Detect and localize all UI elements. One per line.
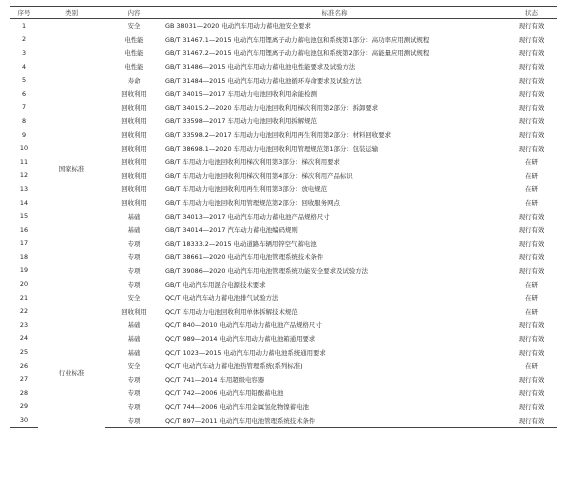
row-number: 13 <box>19 184 29 193</box>
row-content: 专项 <box>127 375 141 384</box>
header-content: 内容 <box>105 7 163 19</box>
row-standard-name: GB/T 39086—2020 电动汽车用电池管理系统功能安全要求及试验方法 <box>165 266 369 275</box>
row-content: 回收利用 <box>121 90 147 99</box>
header-category: 类别 <box>38 7 105 19</box>
row-standard-name: QC/T 电动汽车动力蓄电池排气试验方法 <box>165 294 279 303</box>
standards-table-wrapper <box>10 6 557 428</box>
category-industry: 行业标准 <box>58 369 85 378</box>
row-status: 现行有效 <box>518 144 545 153</box>
row-standard-name: GB 38031—2020 电动汽车用动力蓄电池安全要求 <box>165 22 311 31</box>
row-status: 现行有效 <box>518 375 545 384</box>
row-number: 12 <box>19 171 29 180</box>
row-content: 回收利用 <box>121 117 147 126</box>
row-standard-name: QC/T 车用动力电池回收利用单体拆解技术规范 <box>165 307 298 316</box>
row-standard-name: GB/T 31486—2015 电动汽车用动力蓄电池电性能要求及试验方法 <box>165 63 356 72</box>
row-number: 3 <box>21 48 27 57</box>
row-standard-name: QC/T 897—2011 电动汽车用电池管理系统技术条件 <box>163 413 506 427</box>
row-number: 11 <box>19 157 29 166</box>
row-status: 现行有效 <box>518 402 545 411</box>
row-standard-name: GB/T 31467.2—2015 电动汽车用锂离子动力蓄电池包和系统第2部分：高能量应用测试规程 <box>165 49 430 58</box>
row-number: 9 <box>21 130 27 139</box>
row-content: 电性能 <box>124 35 144 44</box>
row-number: 14 <box>19 198 29 207</box>
row-standard-name: GB/T 33598—2017 车用动力电池回收利用拆解规范 <box>165 117 317 126</box>
row-number: 29 <box>19 402 29 411</box>
row-number: 6 <box>21 89 27 98</box>
row-standard-name: GB/T 31467.1—2015 电动汽车用锂离子动力蓄电池包和系统第1部分：高功率应用测试规程 <box>165 35 430 44</box>
row-number: 19 <box>19 266 29 275</box>
row-number: 10 <box>19 144 29 153</box>
row-number: 4 <box>21 62 27 71</box>
row-status: 现行有效 <box>518 131 545 140</box>
row-number: 7 <box>21 103 27 112</box>
row-status: 现行有效 <box>518 253 545 262</box>
row-number: 22 <box>19 307 29 316</box>
row-status: 在研 <box>525 158 538 167</box>
row-status: 现行有效 <box>518 103 545 112</box>
row-number: 16 <box>19 225 29 234</box>
row-content: 基础 <box>127 321 141 330</box>
row-status: 现行有效 <box>518 226 545 235</box>
row-standard-name: GB/T 18333.2—2015 电动道路车辆用锌空气蓄电池 <box>165 239 317 248</box>
row-standard-name: GB/T 34015.2—2020 车用动力电池回收利用梯次利用第2部分：拆卸要求 <box>165 103 379 112</box>
row-status: 现行有效 <box>518 63 545 72</box>
row-content: 基础 <box>127 212 141 221</box>
row-status: 现行有效 <box>518 266 545 275</box>
row-number: 27 <box>19 375 29 384</box>
table-body <box>10 19 557 428</box>
table-header <box>10 7 557 19</box>
row-status: 现行有效 <box>518 212 545 221</box>
header-status: 状态 <box>506 7 557 19</box>
row-content: 专项 <box>127 389 141 398</box>
row-status: 现行有效 <box>518 321 545 330</box>
row-content: 回收利用 <box>121 307 147 316</box>
row-number: 1 <box>21 21 27 30</box>
row-number: 8 <box>21 116 27 125</box>
row-content: 电性能 <box>124 63 144 72</box>
row-standard-name: GB/T 31484—2015 电动汽车用动力蓄电池循环寿命要求及试验方法 <box>165 76 362 85</box>
row-standard-name: QC/T 电动汽车动力蓄电池热管理系统(系列标准) <box>165 362 303 371</box>
row-content: 安全 <box>127 362 141 371</box>
row-number: 20 <box>19 280 29 289</box>
row-content: 基础 <box>127 348 141 357</box>
row-status: 在研 <box>525 171 538 180</box>
row-number: 21 <box>19 293 29 302</box>
row-status: 在研 <box>525 199 538 208</box>
row-standard-name: GB/T 电动汽车用混合电源技术要求 <box>165 280 266 289</box>
row-status: 现行有效 <box>518 239 545 248</box>
row-status: 现行有效 <box>518 389 545 398</box>
row-content: 回收利用 <box>121 199 147 208</box>
table-row <box>10 318 557 332</box>
row-standard-name: GB/T 34014—2017 汽车动力蓄电池编码规则 <box>165 226 298 235</box>
row-content: 专项 <box>127 239 141 248</box>
row-number: 30 <box>10 413 38 427</box>
row-standard-name: QC/T 840—2010 电动汽车用动力蓄电池产品规格尺寸 <box>165 321 322 330</box>
row-content: 回收利用 <box>121 158 147 167</box>
row-status: 现行有效 <box>518 334 545 343</box>
row-content: 回收利用 <box>121 144 147 153</box>
row-number: 18 <box>19 252 29 261</box>
row-content: 电性能 <box>124 49 144 58</box>
row-content: 回收利用 <box>121 185 147 194</box>
row-standard-name: QC/T 1023—2015 电动汽车用动力蓄电池系统通用要求 <box>165 348 326 357</box>
row-standard-name: GB/T 车用动力电池回收利用梯次利用第4部分：梯次利用产品标识 <box>165 171 353 180</box>
row-content: 基础 <box>127 334 141 343</box>
row-number: 23 <box>19 320 29 329</box>
row-status: 现行有效 <box>518 117 545 126</box>
row-content: 安全 <box>127 294 141 303</box>
row-number: 17 <box>19 239 29 248</box>
row-content: 专项 <box>127 280 141 289</box>
row-number: 5 <box>21 76 27 85</box>
row-status: 在研 <box>525 185 538 194</box>
row-standard-name: QC/T 742—2006 电动汽车用铅酸蓄电池 <box>165 389 284 398</box>
row-number: 24 <box>19 334 29 343</box>
row-status: 现行有效 <box>506 413 557 427</box>
row-standard-name: QC/T 989—2014 电动汽车用动力蓄电池箱通用要求 <box>165 334 316 343</box>
row-status: 在研 <box>525 280 538 289</box>
row-standard-name: GB/T 38661—2020 电动汽车用电池管理系统技术条件 <box>165 253 324 262</box>
row-standard-name: GB/T 38698.1—2020 车用动力电池回收利用管理规范第1部分：包装运输 <box>165 144 379 153</box>
row-status: 在研 <box>525 362 538 371</box>
row-standard-name: GB/T 车用动力电池回收利用梯次利用第3部分：梯次利用要求 <box>165 158 340 167</box>
row-standard-name: GB/T 车用动力电池回收利用再生利用第3部分：放电规范 <box>165 185 328 194</box>
row-content: 专项 <box>127 253 141 262</box>
row-content: 基础 <box>127 226 141 235</box>
row-content: 专项 <box>105 413 163 427</box>
row-status: 在研 <box>525 307 538 316</box>
category-national: 国家标准 <box>58 165 85 174</box>
row-number: 25 <box>19 348 29 357</box>
row-number: 26 <box>19 361 29 370</box>
table-row <box>10 19 557 33</box>
row-status: 现行有效 <box>518 49 545 58</box>
row-standard-name: QC/T 741—2014 车用超级电容器 <box>165 375 265 384</box>
row-content: 回收利用 <box>121 103 147 112</box>
row-content: 安全 <box>127 22 141 31</box>
row-number: 2 <box>21 35 27 44</box>
row-status: 现行有效 <box>518 90 545 99</box>
row-standard-name: GB/T 34015—2017 车用动力电池回收利用余能检测 <box>165 90 317 99</box>
row-status: 现行有效 <box>518 76 545 85</box>
row-content: 专项 <box>127 402 141 411</box>
row-status: 现行有效 <box>518 348 545 357</box>
row-standard-name: GB/T 33598.2—2017 车用动力电池回收利用再生利用第2部分：材料回收要求 <box>165 131 391 140</box>
header-standard-name: 标准名称 <box>163 7 506 19</box>
row-status: 现行有效 <box>518 35 545 44</box>
row-content: 回收利用 <box>121 171 147 180</box>
row-standard-name: QC/T 744—2006 电动汽车用金属氢化物镍蓄电池 <box>165 402 309 411</box>
header-no: 序号 <box>10 7 38 19</box>
row-content: 专项 <box>127 266 141 275</box>
row-standard-name: GB/T 车用动力电池回收利用管理规范第2部分：回收服务网点 <box>165 199 340 208</box>
row-status: 在研 <box>525 294 538 303</box>
row-status: 现行有效 <box>518 22 545 31</box>
row-number: 15 <box>19 212 29 221</box>
row-standard-name: GB/T 34013—2017 电动汽车用动力蓄电池产品规格尺寸 <box>165 212 330 221</box>
row-number: 28 <box>19 388 29 397</box>
row-content: 寿命 <box>127 76 141 85</box>
row-content: 回收利用 <box>121 131 147 140</box>
standards-table <box>10 6 557 428</box>
header-row <box>10 7 557 19</box>
